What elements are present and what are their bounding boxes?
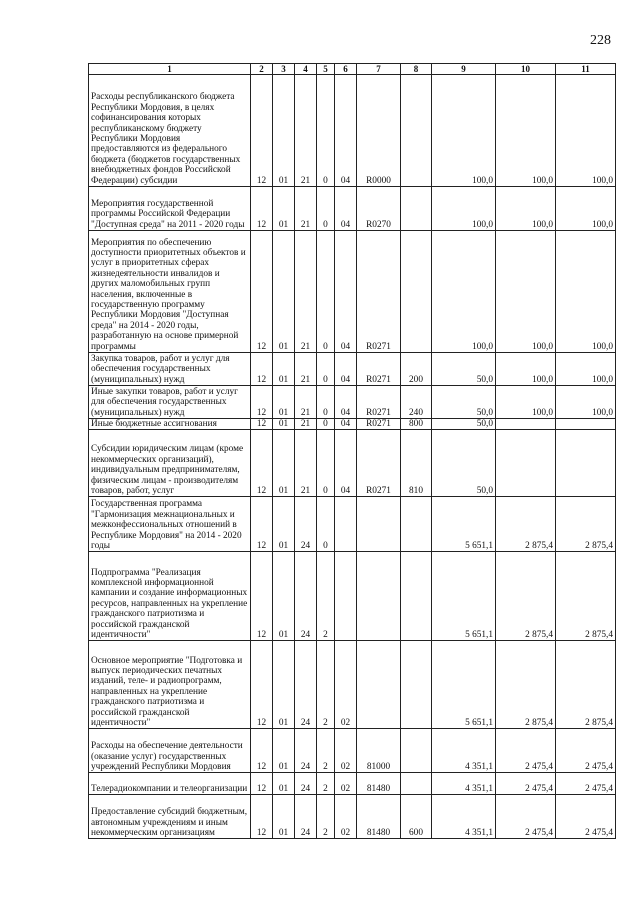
cell-c2: 12 — [251, 497, 273, 552]
cell-c4: 24 — [295, 773, 317, 795]
cell-c2: 12 — [251, 552, 273, 641]
table-row — [89, 419, 616, 430]
cell-c8 — [401, 773, 432, 795]
cell-c8 — [401, 729, 432, 773]
cell-c4: 24 — [295, 795, 317, 839]
cell-c8 — [401, 231, 432, 353]
cell-c4: 21 — [295, 386, 317, 419]
cell-c7: 81000 — [357, 729, 401, 773]
cell-c11: 100,0 — [556, 187, 616, 231]
cell-c10: 100,0 — [496, 231, 556, 353]
cell-c3: 01 — [273, 231, 295, 353]
cell-c7: R0271 — [357, 419, 401, 430]
column-header: 3 — [273, 64, 295, 75]
cell-c3: 01 — [273, 353, 295, 386]
cell-c10: 2 475,4 — [496, 773, 556, 795]
row-description: Субсидии юридическим лицам (кроме некоммерческих организаций), индивидуальным предпринимателям, физическим лицам - производителям товаров, работ, услуг — [89, 430, 251, 497]
cell-c6: 04 — [335, 353, 357, 386]
cell-c4: 24 — [295, 497, 317, 552]
cell-c2: 12 — [251, 430, 273, 497]
cell-c7: R0271 — [357, 430, 401, 497]
cell-c5: 0 — [317, 386, 335, 419]
cell-c9: 50,0 — [432, 419, 496, 430]
row-description: Мероприятия государственной программы Российской Федерации "Доступная среда" на 2011 - 2020 годы — [89, 187, 251, 231]
cell-c11: 2 875,4 — [556, 497, 616, 552]
row-description: Расходы на обеспечение деятельности (оказание услуг) государственных учреждений Республики Мордовия — [89, 729, 251, 773]
cell-c10: 100,0 — [496, 353, 556, 386]
cell-c6: 04 — [335, 187, 357, 231]
row-description: Основное мероприятие "Подготовка и выпуск периодических печатных изданий, теле- и радиопрограмм, направленных на укрепление гражданского патриотизма и российской гражданской идентичности" — [89, 641, 251, 729]
cell-c7: R0271 — [357, 231, 401, 353]
cell-c2: 12 — [251, 729, 273, 773]
row-description: Государственная программа "Гармонизация межнациональных и межконфессиональных отношений в Республике Мордовия" на 2014 - 2020 годы — [89, 497, 251, 552]
row-description: Закупка товаров, работ и услуг для обеспечения государственных (муниципальных) нужд — [89, 353, 251, 386]
cell-c2: 12 — [251, 187, 273, 231]
cell-c9: 5 651,1 — [432, 641, 496, 729]
cell-c4: 21 — [295, 75, 317, 187]
row-description: Телерадиокомпании и телеорганизации — [89, 773, 251, 795]
table-row — [89, 773, 616, 795]
cell-c3: 01 — [273, 386, 295, 419]
table-row — [89, 187, 616, 231]
cell-c9: 4 351,1 — [432, 795, 496, 839]
cell-c8: 200 — [401, 353, 432, 386]
column-header: 11 — [556, 64, 616, 75]
cell-c11: 2 475,4 — [556, 773, 616, 795]
cell-c3: 01 — [273, 430, 295, 497]
cell-c4: 24 — [295, 729, 317, 773]
cell-c8 — [401, 75, 432, 187]
cell-c9: 4 351,1 — [432, 773, 496, 795]
table-row — [89, 729, 616, 773]
cell-c4: 21 — [295, 419, 317, 430]
table-row — [89, 552, 616, 641]
cell-c4: 21 — [295, 353, 317, 386]
row-description: Расходы республиканского бюджета Республики Мордовия, в целях софинансирования которых республиканскому бюджету Республики Мордовия предоставляются из федерального бюджета (бюджетов государственных внебюджетных фондов Российской Федерации) субсидии — [89, 75, 251, 187]
cell-c6 — [335, 497, 357, 552]
cell-c5: 0 — [317, 231, 335, 353]
cell-c10 — [496, 419, 556, 430]
cell-c3: 01 — [273, 419, 295, 430]
header-row — [89, 64, 616, 75]
cell-c11: 2 875,4 — [556, 641, 616, 729]
column-header: 2 — [251, 64, 273, 75]
cell-c7: 81480 — [357, 795, 401, 839]
table-row — [89, 430, 616, 497]
cell-c5: 0 — [317, 430, 335, 497]
cell-c6: 02 — [335, 641, 357, 729]
column-header: 5 — [317, 64, 335, 75]
cell-c7: R0271 — [357, 353, 401, 386]
cell-c5: 2 — [317, 552, 335, 641]
cell-c5: 0 — [317, 419, 335, 430]
cell-c3: 01 — [273, 773, 295, 795]
cell-c2: 12 — [251, 231, 273, 353]
cell-c4: 24 — [295, 641, 317, 729]
cell-c11: 100,0 — [556, 75, 616, 187]
cell-c3: 01 — [273, 75, 295, 187]
cell-c10: 100,0 — [496, 187, 556, 231]
budget-table — [88, 63, 616, 839]
cell-c4: 21 — [295, 231, 317, 353]
cell-c5: 0 — [317, 187, 335, 231]
cell-c8 — [401, 187, 432, 231]
cell-c5: 2 — [317, 795, 335, 839]
row-description: Предоставление субсидий бюджетным, автономным учреждениям и иным некоммерческим организациям — [89, 795, 251, 839]
column-header: 7 — [357, 64, 401, 75]
cell-c8: 800 — [401, 419, 432, 430]
cell-c5: 0 — [317, 75, 335, 187]
cell-c2: 12 — [251, 353, 273, 386]
cell-c9: 5 651,1 — [432, 552, 496, 641]
cell-c6: 02 — [335, 795, 357, 839]
cell-c6: 04 — [335, 430, 357, 497]
cell-c7 — [357, 641, 401, 729]
cell-c7: 81480 — [357, 773, 401, 795]
cell-c2: 12 — [251, 641, 273, 729]
cell-c9: 4 351,1 — [432, 729, 496, 773]
column-header: 1 — [89, 64, 251, 75]
cell-c10: 2 475,4 — [496, 795, 556, 839]
cell-c4: 21 — [295, 430, 317, 497]
table-row — [89, 386, 616, 419]
cell-c6: 04 — [335, 419, 357, 430]
cell-c10: 2 475,4 — [496, 729, 556, 773]
row-description: Иные бюджетные ассигнования — [89, 419, 251, 430]
cell-c3: 01 — [273, 497, 295, 552]
table-row — [89, 231, 616, 353]
cell-c7: R0271 — [357, 386, 401, 419]
cell-c7: R0270 — [357, 187, 401, 231]
page-number: 228 — [590, 33, 611, 48]
cell-c9: 100,0 — [432, 187, 496, 231]
cell-c6: 02 — [335, 729, 357, 773]
cell-c3: 01 — [273, 187, 295, 231]
cell-c11 — [556, 419, 616, 430]
cell-c4: 24 — [295, 552, 317, 641]
cell-c10: 100,0 — [496, 75, 556, 187]
table-row — [89, 497, 616, 552]
cell-c10: 2 875,4 — [496, 641, 556, 729]
table-row — [89, 641, 616, 729]
cell-c5: 0 — [317, 353, 335, 386]
column-header: 9 — [432, 64, 496, 75]
cell-c8 — [401, 552, 432, 641]
cell-c10 — [496, 430, 556, 497]
table-row — [89, 353, 616, 386]
column-header: 8 — [401, 64, 432, 75]
cell-c3: 01 — [273, 729, 295, 773]
cell-c8: 600 — [401, 795, 432, 839]
cell-c8 — [401, 641, 432, 729]
cell-c10: 2 875,4 — [496, 497, 556, 552]
cell-c9: 5 651,1 — [432, 497, 496, 552]
cell-c9: 50,0 — [432, 353, 496, 386]
cell-c9: 100,0 — [432, 231, 496, 353]
cell-c3: 01 — [273, 795, 295, 839]
cell-c8: 240 — [401, 386, 432, 419]
cell-c6: 04 — [335, 75, 357, 187]
row-description: Иные закупки товаров, работ и услуг для обеспечения государственных (муниципальных) нужд — [89, 386, 251, 419]
cell-c2: 12 — [251, 419, 273, 430]
cell-c7 — [357, 497, 401, 552]
row-description: Мероприятия по обеспечению доступности приоритетных объектов и услуг в приоритетных сферах жизнедеятельности инвалидов и других маломобильных групп населения, включенные в государственную программу Республики Мордовия "Доступная среда" на 2014 - 2020 годы, разработанную на основе примерной программы — [89, 231, 251, 353]
cell-c2: 12 — [251, 795, 273, 839]
table-row — [89, 75, 616, 187]
cell-c2: 12 — [251, 386, 273, 419]
cell-c2: 12 — [251, 773, 273, 795]
cell-c9: 50,0 — [432, 430, 496, 497]
cell-c9: 50,0 — [432, 386, 496, 419]
cell-c10: 2 875,4 — [496, 552, 556, 641]
cell-c3: 01 — [273, 641, 295, 729]
cell-c5: 2 — [317, 773, 335, 795]
cell-c10: 100,0 — [496, 386, 556, 419]
cell-c7: R0000 — [357, 75, 401, 187]
cell-c4: 21 — [295, 187, 317, 231]
cell-c6: 04 — [335, 386, 357, 419]
column-header: 10 — [496, 64, 556, 75]
cell-c6: 04 — [335, 231, 357, 353]
cell-c11: 2 875,4 — [556, 552, 616, 641]
cell-c11: 2 475,4 — [556, 795, 616, 839]
cell-c11 — [556, 430, 616, 497]
column-header: 6 — [335, 64, 357, 75]
cell-c6: 02 — [335, 773, 357, 795]
cell-c11: 100,0 — [556, 353, 616, 386]
cell-c5: 0 — [317, 497, 335, 552]
cell-c8 — [401, 497, 432, 552]
column-header: 4 — [295, 64, 317, 75]
cell-c5: 2 — [317, 729, 335, 773]
cell-c5: 2 — [317, 641, 335, 729]
cell-c11: 100,0 — [556, 386, 616, 419]
cell-c3: 01 — [273, 552, 295, 641]
cell-c11: 100,0 — [556, 231, 616, 353]
table-row — [89, 795, 616, 839]
cell-c11: 2 475,4 — [556, 729, 616, 773]
cell-c6 — [335, 552, 357, 641]
cell-c8: 810 — [401, 430, 432, 497]
cell-c9: 100,0 — [432, 75, 496, 187]
cell-c2: 12 — [251, 75, 273, 187]
row-description: Подпрограмма "Реализация комплексной информационной кампании и создание информационных ресурсов, направленных на укрепление гражданского патриотизма и российской гражданской идентичности" — [89, 552, 251, 641]
cell-c7 — [357, 552, 401, 641]
